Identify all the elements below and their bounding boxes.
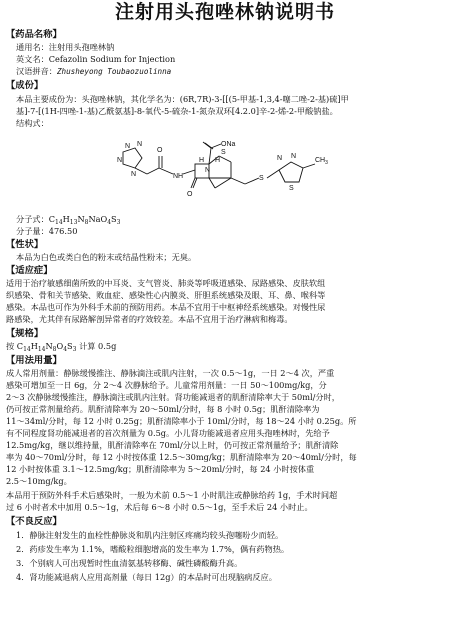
struct-n1: N: [125, 143, 131, 150]
section-heading-name: 【药品名称】: [6, 29, 62, 40]
adverse-item: 2．药疹发生率为 1.1%，嗜酸粒细胞增高的发生率为 1.7%，偶有药物热。: [16, 544, 290, 554]
structural-formula: [95, 140, 335, 210]
section-heading-specification: 【规格】: [6, 328, 44, 339]
struct-o2: O: [187, 191, 193, 198]
indications-line: 路感染，尤其伴有尿路解剖异常者的疗效较差。本品不宜用于治疗淋病和梅毒。: [6, 314, 293, 324]
struct-th-n1: N: [277, 155, 283, 162]
dosage-line: 2～3 次静脉缓慢推注，静脉滴注或肌内注射。肾功能减退者的肌酐清除率大于 50ml/分时，: [6, 392, 340, 402]
dosage-line: 12.5mg/kg，继以维持量，肌酐清除率在 70ml/分以上时，仍可按正常剂量给予；肌酐清除: [6, 440, 339, 450]
document-title: 注射用头孢唑林钠说明书: [114, 1, 335, 23]
struct-h1: H: [199, 157, 205, 164]
dosage-line: 仍可按正常剂量给药。肌酐清除率为 20～50ml/分时，每 8 小时 0.5g；肌酐清除率为: [6, 404, 320, 414]
molecular-weight: 分子量：476.50: [16, 226, 78, 236]
molecular-formula: 分子式：$C_{14}H_{13}N_8NaO_4S_3$: [16, 214, 121, 226]
pinyin-value: Zhusheyong Toubaozuolinna: [56, 67, 172, 76]
dosage-line: 率为 40～70ml/分时，每 12 小时按体重 12.5～30mg/kg；肌酐清除率为 20～40ml/分时，每: [6, 452, 357, 462]
dosage-line: 过 6 小时者术中加用 0.5～1g，术后每 6～8 小时 0.5～1g，至手术后 24 小时止。: [6, 502, 313, 512]
pinyin-label: 汉语拼音：: [16, 66, 57, 76]
struct-n3: N: [117, 157, 123, 164]
struct-th-n2: N: [291, 153, 297, 160]
section-heading-adverse: 【不良反应】: [6, 516, 62, 527]
adverse-item: 1．静脉注射发生的血栓性静脉炎和肌内注射区疼痛均较头孢噻吩少而轻。: [16, 530, 284, 540]
dosage-line: 成人常用剂量：静脉缓慢推注、静脉滴注或肌内注射，一次 0.5～1g，一日 2～4 次，严重: [6, 368, 335, 378]
section-heading-indications: 【适应症】: [6, 265, 53, 276]
adverse-item: 4．肾功能减退病人应用高剂量（每日 12g）的本品时可出现脑病反应。: [16, 572, 277, 582]
section-heading-composition: 【成份】: [6, 80, 44, 91]
dosage-line: 2.5～10mg/kg。: [6, 476, 72, 486]
indications-line: 适用于治疗敏感细菌所致的中耳炎、支气管炎、肺炎等呼吸道感染、尿路感染、皮肤软组: [6, 278, 326, 288]
indications-line: 织感染、骨和关节感染、败血症、感染性心内膜炎、肝胆系统感染及眼、耳、鼻、喉科等: [6, 290, 326, 300]
struct-o1: O: [157, 147, 163, 154]
struct-n4: N: [131, 171, 137, 178]
dosage-line: 本品用于预防外科手术后感染时，一般为术前 0.5～1 小时肌注或静脉给药 1g，手术时间超: [6, 490, 338, 500]
dosage-line: 12 小时按体重 3.1～12.5mg/kg；肌酐清除率为 5～20ml/分时，每 24 小时按体重: [6, 464, 315, 474]
description-text: 本品为白色或类白色的粉末或结晶性粉末；无臭。: [16, 252, 197, 262]
struct-nh: NH: [173, 173, 184, 180]
dosage-line: 有不同程度肾功能减退者的首次剂量为 0.5g。小儿肾功能减退者应用头孢唑林时，先给予: [6, 428, 330, 438]
english-name: 英文名：Cefazolin Sodium for Injection: [16, 54, 176, 64]
generic-name: 通用名：注射用头孢唑林钠: [16, 42, 115, 52]
struct-h2: H: [215, 157, 221, 164]
specification-text: 按 $C_{14}H_{14}N_8O_4S_3$ 计算 0.5g: [6, 341, 117, 353]
section-heading-description: 【性状】: [6, 239, 44, 250]
dosage-line: 11～34ml/分时，每 12 小时 0.25g；肌酐清除率小于 10ml/分时，每 18～24 小时 0.25g。所: [6, 416, 357, 426]
section-heading-dosage: 【用法用量】: [6, 355, 62, 366]
pinyin-name: [16, 66, 171, 77]
struct-methyl: $CH_3$: [315, 157, 328, 166]
struct-s1: S: [221, 149, 226, 156]
chemical-name-line-1: 本品主要成份为：头孢唑林钠，其化学名为：(6R,7R)-3-[[(5-甲基-1,3,4-噻二唑-2-基)硫]甲: [16, 94, 349, 104]
struct-s3: S: [289, 185, 294, 192]
indications-line: 感染。本品也可作为外科手术前的预防用药。本品不宜用于中枢神经系统感染。对慢性尿: [6, 302, 326, 312]
chemical-name-line-2: 基]-7-[(1H-四唑-1-基)乙酰氨基]-8-氧代-5-硫杂-1-氮杂双环[4.2.0]辛-2-烯-2-甲酸钠盐。: [16, 106, 338, 116]
struct-n2: N: [137, 141, 143, 148]
struct-s2: S: [259, 175, 264, 182]
struct-n-ring: N: [205, 167, 211, 174]
structure-label: 结构式：: [16, 118, 49, 128]
dosage-line: 感染可增加至一日 6g，分 2～4 次静脉给予。儿童常用剂量：一日 50～100mg/kg，分: [6, 380, 327, 390]
adverse-item: 3．个别病人可出现暂时性血清氨基转移酶、碱性磷酸酶升高。: [16, 558, 243, 568]
struct-ona: ONa: [221, 141, 236, 148]
